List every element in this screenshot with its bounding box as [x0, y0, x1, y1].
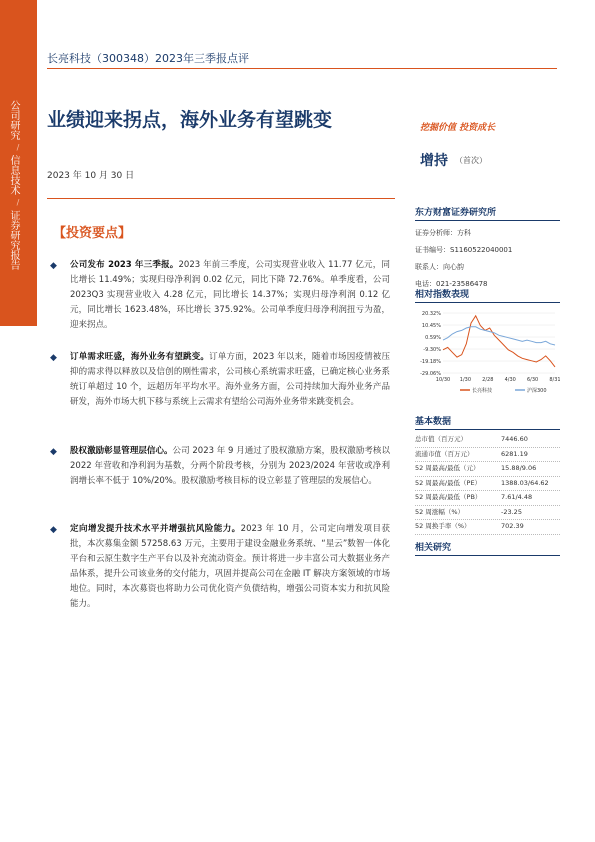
basic-key: 总市值（百万元） — [415, 435, 467, 443]
related-title: 相关研究 — [415, 540, 560, 556]
y-tick-label: -29.06% — [420, 371, 441, 377]
header-rule — [47, 68, 557, 69]
legend-label: 沪深300 — [527, 388, 547, 394]
basic-key: 52 周涨幅（%） — [415, 507, 465, 516]
y-tick-label: 20.32% — [421, 311, 441, 317]
basic-row — [415, 506, 560, 521]
rating-note: （首次） — [455, 156, 487, 165]
slogan: 挖掘价值 投资成长 — [420, 123, 496, 133]
invest-text: 2023 年前三季度，公司实现营业收入 11.77 亿元，同比增长 11.49%；实现归母净利润 0.02 亿元，同比下降 72.76%。单季度看，公司 2023Q3 实现营业收入 4.28 亿元，同比增长 14.37%；实现归母净利润 0.12 亿元，同比增长 1623.48%，环比增长 375.92%。公司单季度归母净利润扭亏为盈，迎来拐点。 — [70, 260, 391, 330]
cert-number: 证书编号：S1160522040001 — [415, 246, 513, 254]
invest-lead: 股权激励彰显管理层信心。 — [70, 446, 173, 456]
diamond-icon: ◆ — [50, 353, 57, 363]
report-date: 2023 年 10 月 30 日 — [47, 171, 135, 181]
y-tick-label: -9.30% — [423, 347, 441, 353]
chart-svg — [415, 305, 560, 400]
analyst-name: 证券分析师：方科 — [415, 229, 471, 237]
side-category — [8, 100, 28, 270]
diamond-icon: ◆ — [50, 525, 57, 535]
side-sep-1: / — [16, 143, 20, 152]
basic-key: 52 周最高/最低（PB） — [415, 493, 482, 501]
basic-data-panel — [415, 414, 560, 535]
basic-value: -23.25 — [501, 507, 522, 516]
invest-lead: 公司发布 2023 年三季报。 — [70, 260, 179, 270]
invest-text: 订单方面，2023 年以来，随着市场因疫情被压抑的需求得以释放以及信创的刚性需求，公司核心系统需求旺盛，已确定核心业务系统订单超过 10 个，远超历年平均水平。海外业务方面，公司持续加大海外业务产品研发，海外市场大机下移与系统上云需求有望给公司海外业务带来跳变机会。 — [70, 352, 390, 407]
basic-key: 流通市值（百万元） — [415, 449, 474, 458]
invest-text: 公司 2023 年 9 月通过了股权激励方案，股权激励考核以 2022 年营收和净利润为基数，分两个阶段考核，分别为 2023/2024 年营收或净利润增长率不低于 10%/20%。股权激励考核目标的设立彰显了管理层的发展信心。 — [70, 446, 390, 486]
phone-number: 电话：021-23586478 — [415, 280, 488, 288]
invest-item-3 — [50, 444, 390, 489]
basic-key: 52 周最高/最低（元） — [415, 464, 480, 472]
basic-row — [415, 477, 560, 492]
rating: 增持 — [420, 153, 448, 169]
related-panel — [415, 540, 560, 556]
basic-row — [415, 433, 560, 448]
chart-header — [415, 287, 560, 303]
page-title: 业绩迎来拐点，海外业务有望跳变 — [47, 109, 333, 131]
invest-title: 【投资要点】 — [53, 226, 132, 241]
basic-key: 52 周换手率（%） — [415, 522, 471, 530]
basic-row — [415, 448, 560, 463]
diamond-icon: ◆ — [50, 261, 57, 271]
side-seg-3: 证券研究报告 — [8, 210, 19, 270]
x-tick-label: 2/28 — [482, 377, 494, 383]
x-tick-label: 4/30 — [504, 377, 516, 383]
x-tick-label: 6/30 — [526, 377, 539, 383]
basic-value: 15.88/9.06 — [501, 464, 537, 472]
basic-value: 1388.03/64.62 — [501, 478, 549, 487]
x-tick-label: 10/30 — [435, 377, 451, 383]
series-line-1 — [443, 316, 555, 367]
y-tick-label: 10.45% — [421, 323, 441, 329]
org-name: 东方财富证券研究所 — [415, 205, 560, 221]
basic-value: 7.61/4.48 — [501, 493, 533, 501]
section-rule — [47, 198, 395, 199]
invest-lead: 定向增发提升技术水平并增强抗风险能力。 — [70, 524, 241, 534]
series-line-2 — [443, 327, 555, 345]
invest-item-1 — [50, 258, 390, 333]
diamond-icon: ◆ — [50, 447, 57, 457]
basic-value: 702.39 — [501, 522, 524, 530]
basic-row — [415, 520, 560, 535]
basic-rows — [415, 433, 560, 535]
company-line: 长亮科技（300348）2023年三季报点评 — [47, 52, 249, 65]
legend-label: 长亮科技 — [472, 388, 493, 394]
basic-value: 7446.60 — [501, 435, 528, 443]
x-tick-label: 8/31 — [549, 377, 560, 383]
invest-item-4 — [50, 522, 390, 612]
basic-value: 6281.19 — [501, 449, 528, 458]
basic-row — [415, 491, 560, 506]
contact-person: 联系人：向心韵 — [415, 263, 464, 271]
y-tick-label: 0.59% — [425, 335, 441, 341]
analyst-panel — [415, 205, 560, 289]
basic-title: 基本数据 — [415, 414, 560, 430]
y-tick-label: -19.18% — [420, 359, 441, 365]
relative-index-chart — [415, 305, 560, 400]
invest-lead: 订单需求旺盛，海外业务有望跳变。 — [70, 352, 210, 362]
invest-text: 2023 年 10 月，公司定向增发项目获批，本次募集金额 57258.63 万元，主要用于建设金融业务系统、“星云”数智一体化平台和云原生数字生产平台以及补充流动资金。预计将进一步丰富公司大数据业务产品体系，提升公司该业务的交付能力，巩固并提高公司在金融 IT 解决方案领域的市场地位。同时，本次募资也将助力公司优化资产负债结构，增强公司资本实力和抗风险能力。 — [70, 524, 390, 609]
side-sep-2: / — [16, 198, 20, 207]
invest-item-2 — [50, 350, 390, 410]
basic-key: 52 周最高/最低（PE） — [415, 478, 482, 487]
side-seg-1: 公司研究 — [8, 100, 19, 140]
basic-row — [415, 462, 560, 477]
chart-title: 相对指数表现 — [415, 287, 560, 303]
x-tick-label: 1/30 — [459, 377, 472, 383]
side-seg-2: 信息技术 — [8, 155, 19, 195]
